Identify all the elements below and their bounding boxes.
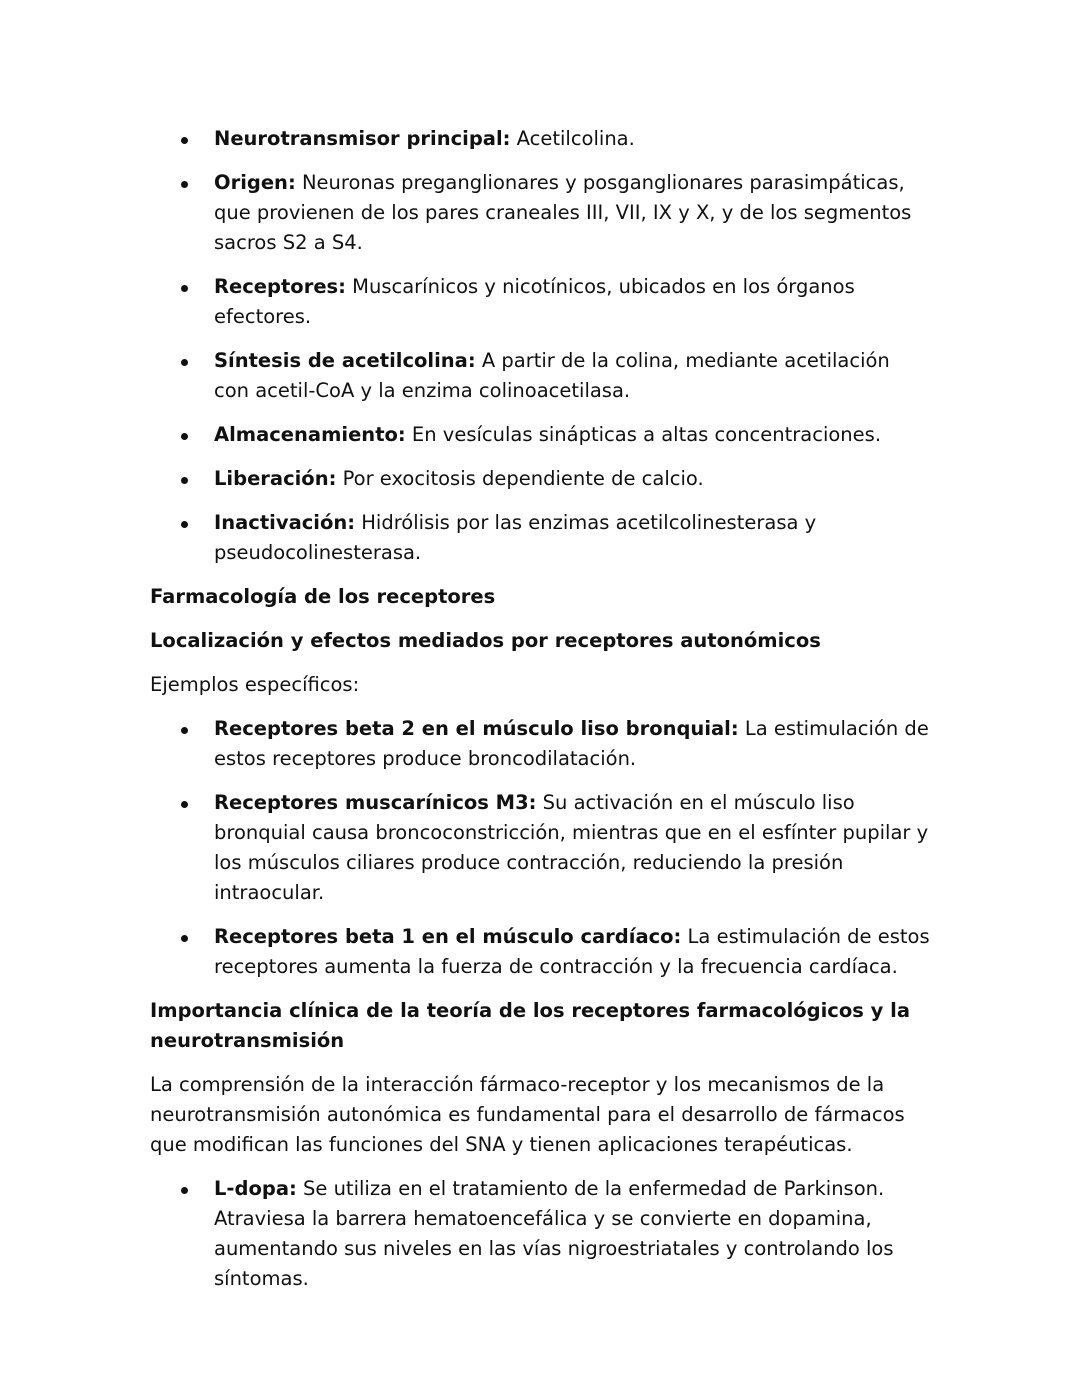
list-item-term: Liberación: <box>214 467 337 490</box>
list-item-text: Muscarínicos y nicotínicos, ubicados en los órganos efectores. <box>214 275 855 328</box>
list-item <box>150 922 930 982</box>
document-page <box>150 124 930 1308</box>
list-item-term: Receptores muscarínicos M3: <box>214 791 537 814</box>
list-item-term: Receptores beta 1 en el músculo cardíaco: <box>214 925 682 948</box>
list-item <box>150 464 930 494</box>
list-item <box>150 420 930 450</box>
list-item-text: Se utiliza en el tratamiento de la enfermedad de Parkinson. Atraviesa la barrera hematoencefálica y se convierte en dopamina, aumentando sus niveles en las vías nigroestriatales y controlando los síntomas. <box>214 1177 894 1290</box>
list-item <box>150 124 930 154</box>
list-item-text: Neuronas preganglionares y posganglionares parasimpáticas, que provienen de los pares craneales III, VII, IX y X, y de los segmentos sacros S2 a S4. <box>214 171 912 254</box>
list-item <box>150 272 930 332</box>
list-item <box>150 346 930 406</box>
list-item-text: Hidrólisis por las enzimas acetilcolinesterasa y pseudocolinesterasa. <box>214 511 817 564</box>
section-heading-clinical-importance: Importancia clínica de la teoría de los receptores farmacológicos y la neurotransmisión <box>150 999 910 1052</box>
list-item-text: La estimulación de estos receptores produce broncodilatación. <box>214 717 929 770</box>
list-item-term: L-dopa: <box>214 1177 297 1200</box>
subsection-heading-localization: Localización y efectos mediados por receptores autonómicos <box>150 629 821 652</box>
list-item <box>150 508 930 568</box>
bullet-icon <box>181 477 188 484</box>
bullet-icon <box>181 285 188 292</box>
list-item-term: Receptores beta 2 en el músculo liso bronquial: <box>214 717 739 740</box>
list-item-text: A partir de la colina, mediante acetilación con acetil-CoA y la enzima colinoacetilasa. <box>214 349 890 402</box>
drug-examples-list <box>150 1174 930 1294</box>
list-item <box>150 168 930 258</box>
list-item <box>150 1174 930 1294</box>
clinical-paragraph: La comprensión de la interacción fármaco-receptor y los mecanismos de la neurotransmisión autonómica es fundamental para el desarrollo de fármacos que modifican las funciones del SNA y tienen aplicaciones terapéuticas. <box>150 1073 905 1156</box>
list-item-term: Inactivación: <box>214 511 356 534</box>
list-item-text: Por exocitosis dependiente de calcio. <box>336 467 704 490</box>
list-item-text: La estimulación de estos receptores aumenta la fuerza de contracción y la frecuencia cardíaca. <box>214 925 930 978</box>
list-item-term: Neurotransmisor principal: <box>214 127 511 150</box>
bullet-icon <box>181 359 188 366</box>
list-item-text: Su activación en el músculo liso bronquial causa broncoconstricción, mientras que en el esfínter pupilar y los músculos ciliares produce contracción, reduciendo la presión intraocular. <box>214 791 929 904</box>
bullet-icon <box>181 727 188 734</box>
list-item <box>150 788 930 908</box>
list-item-text: Acetilcolina. <box>510 127 635 150</box>
list-item-term: Síntesis de acetilcolina: <box>214 349 476 372</box>
bullet-icon <box>181 935 188 942</box>
receptor-examples-list <box>150 714 930 982</box>
bullet-icon <box>181 137 188 144</box>
bullet-icon <box>181 1187 188 1194</box>
acetylcholine-facts-list <box>150 124 930 568</box>
list-item-term: Origen: <box>214 171 296 194</box>
examples-intro: Ejemplos específicos: <box>150 673 360 696</box>
section-heading-pharmacology: Farmacología de los receptores <box>150 585 496 608</box>
list-item-term: Receptores: <box>214 275 346 298</box>
list-item <box>150 714 930 774</box>
bullet-icon <box>181 801 188 808</box>
list-item-term: Almacenamiento: <box>214 423 406 446</box>
bullet-icon <box>181 181 188 188</box>
bullet-icon <box>181 433 188 440</box>
list-item-text: En vesículas sinápticas a altas concentraciones. <box>405 423 882 446</box>
bullet-icon <box>181 521 188 528</box>
